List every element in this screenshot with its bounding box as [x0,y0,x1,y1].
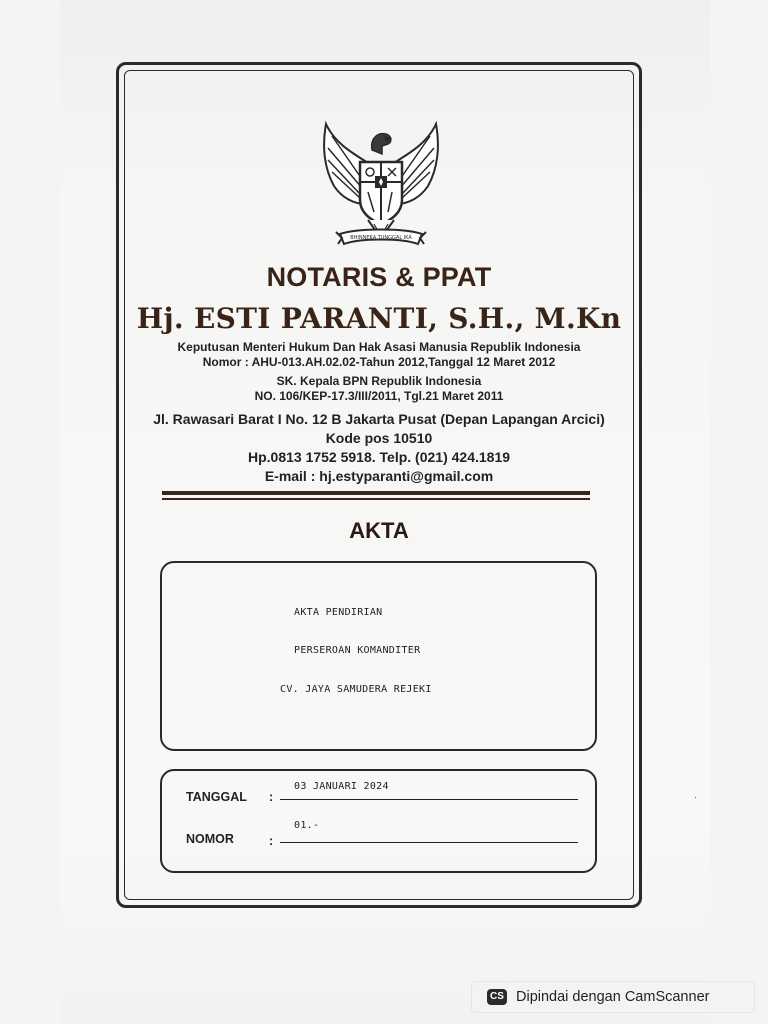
deed-title: AKTA [349,518,409,543]
notary-name: Hj. ESTI PARANTI, S.H., M.Kn [136,302,622,335]
camscanner-text: Dipindai dengan CamScanner [516,989,710,1005]
header-divider-thin [162,498,590,500]
address-line: Jl. Rawasari Barat I No. 12 B Jakarta Pusat (Depan Lapangan Arcici) [153,411,605,427]
email-line: E-mail : hj.estyparanti@gmail.com [264,468,494,484]
deed-line-3: CV. JAYA SAMUDERA REJEKI [280,684,432,695]
scan-speck: · [694,792,698,803]
camscanner-watermark [472,982,754,1012]
number-underline [280,842,578,843]
deed-description-box [160,561,597,751]
decree-line-1: Keputusan Menteri Hukum Dan Hak Asasi Manusia Republik Indonesia [177,340,581,354]
notary-title: NOTARIS & PPAT [266,262,492,292]
deed-line-1: AKTA PENDIRIAN [294,607,383,618]
number-colon: : [269,834,274,848]
camscanner-icon: CS [487,989,507,1005]
decree-line-4: NO. 106/KEP-17.3/III/2011, Tgl.21 Maret 2011 [254,389,504,403]
date-colon: : [269,790,274,804]
deed-line-2: PERSEROAN KOMANDITER [294,645,421,656]
number-value: 01.- [294,820,320,831]
number-label: NOMOR [186,832,234,846]
postal-code-line: Kode pos 10510 [325,430,433,446]
date-label: TANGGAL [186,790,247,804]
garuda-emblem-icon [318,116,444,252]
emblem-motto: BHINNEKA TUNGGAL IKA [350,235,412,241]
decree-line-3: SK. Kepala BPN Republik Indonesia [276,374,482,388]
phone-line: Hp.0813 1752 5918. Telp. (021) 424.1819 [247,449,511,465]
decree-line-2: Nomor : AHU-013.AH.02.02-Tahun 2012,Tanggal 12 Maret 2012 [202,355,556,369]
header-divider-thick [162,491,590,495]
date-value: 03 JANUARI 2024 [294,781,389,792]
date-underline [280,799,578,800]
